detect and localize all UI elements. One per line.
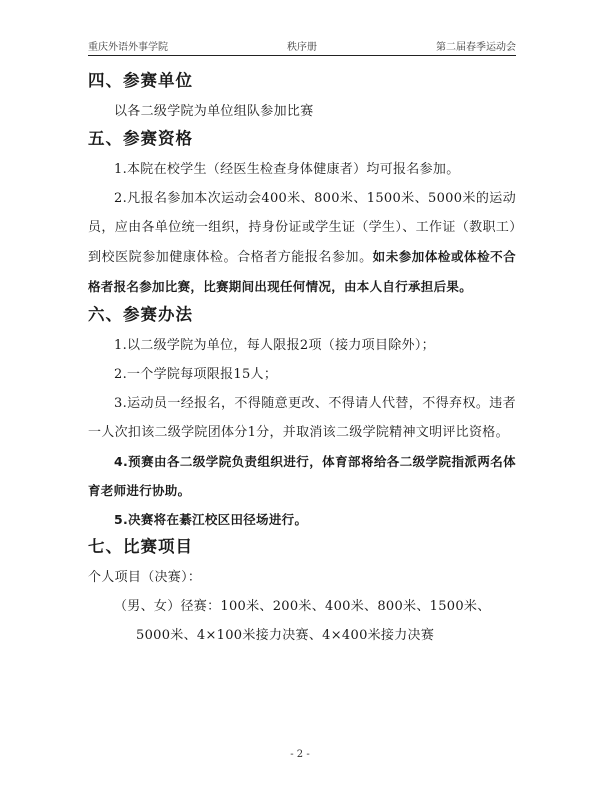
section-6-title: 六、参赛办法 bbox=[88, 305, 193, 324]
section-7-title: 七、比赛项目 bbox=[88, 537, 193, 556]
section-5-item-2-text: 2.凡报名参加本次运动会400米、800米、1500米、5000米的运动员，应由各单位统一组织，持身份证或学生证（学生）、工作证（教职工）到校医院参加健康体检。合格者方能报名参加。 bbox=[88, 191, 516, 265]
header-divider bbox=[88, 55, 516, 56]
section-7-track-events-line-2: 5000米、4×100米接力决赛、4×400米接力决赛 bbox=[136, 628, 435, 643]
header-event-name: 第二届春季运动会 bbox=[436, 42, 516, 53]
page-body bbox=[88, 68, 516, 650]
section-5-title: 五、参赛资格 bbox=[88, 129, 193, 148]
section-4-text: 以各二级学院为单位组队参加比赛 bbox=[114, 104, 314, 119]
header-school-name: 重庆外语外事学院 bbox=[88, 42, 168, 53]
section-5-item-2 bbox=[88, 184, 516, 302]
section-6-item-2: 2.一个学院每项限报15人； bbox=[114, 367, 278, 382]
section-7-individual-label: 个人项目（决赛）： bbox=[88, 570, 202, 585]
section-6-item-1: 1.以二级学院为单位，每人限报2项（接力项目除外）； bbox=[114, 338, 435, 353]
section-5-item-1: 1.本院在校学生（经医生检查身体健康者）均可报名参加。 bbox=[114, 162, 460, 177]
section-7-track-events-line-1: （男、女）径赛：100米、200米、400米、800米、1500米、 bbox=[114, 599, 491, 614]
section-4-title: 四、参赛单位 bbox=[88, 71, 193, 90]
section-6-item-5: 5.决赛将在綦江校区田径场进行。 bbox=[114, 512, 308, 527]
section-6-item-4: 4.预赛由各二级学院负责组织进行，体育部将给各二级学院指派两名体育老师进行协助。 bbox=[88, 454, 516, 498]
running-header bbox=[88, 38, 516, 56]
page-number: - 2 - bbox=[290, 749, 310, 760]
section-6-item-3: 3.运动员一经报名，不得随意更改、不得请人代替，不得弃权。违者一人次扣该二级学院团体分1分，并取消该二级学院精神文明评比资格。 bbox=[88, 396, 516, 440]
section-5-item-2-warning: 如未参加体检或体检不合格者报名参加比赛，比赛期间出现任何情况，由本人自行承担后果。 bbox=[88, 249, 516, 294]
header-document-title: 秩序册 bbox=[287, 42, 317, 53]
